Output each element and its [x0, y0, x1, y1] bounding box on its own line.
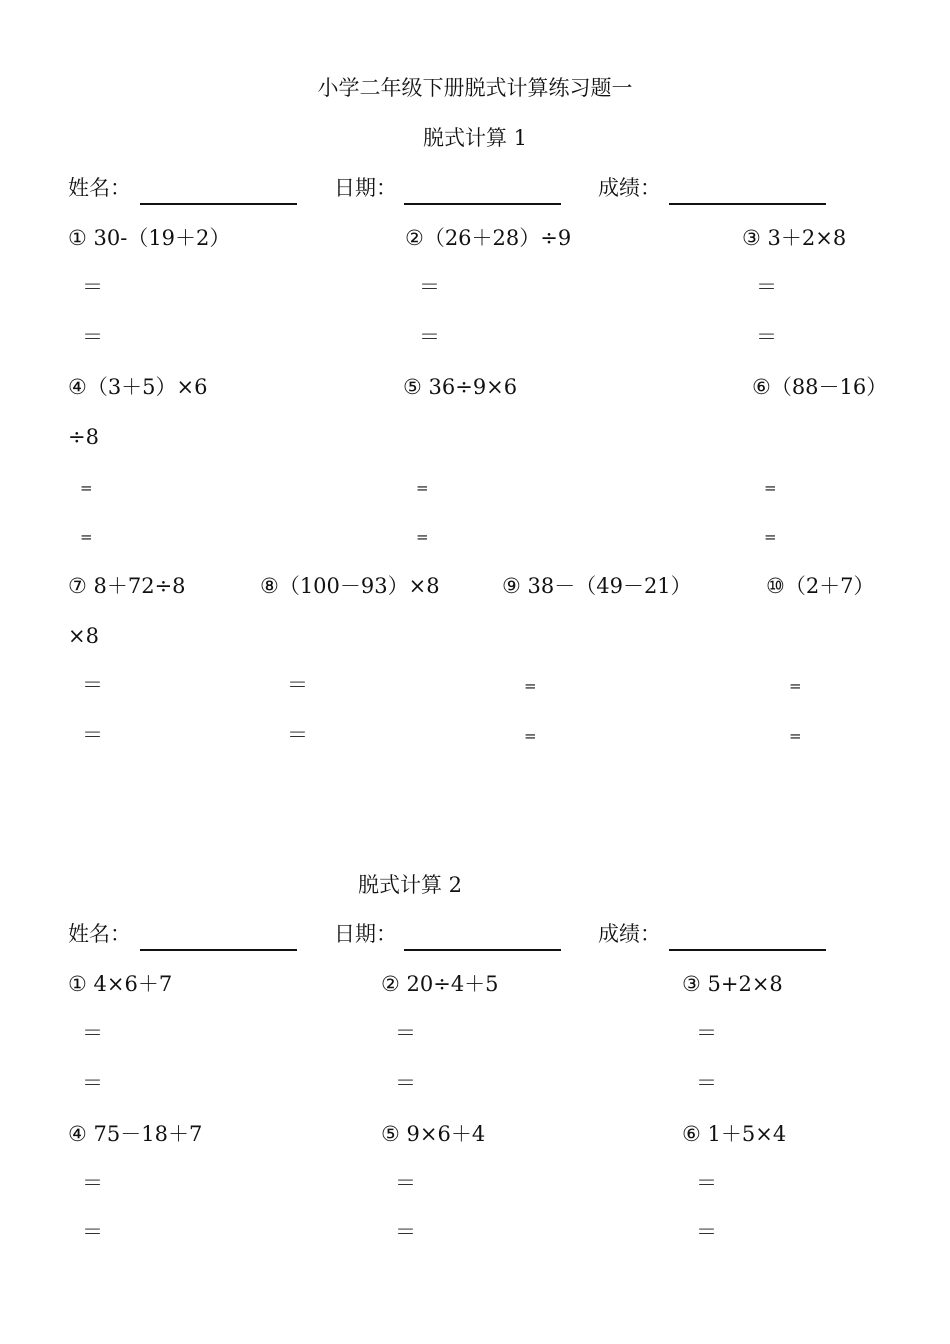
score-field[interactable] — [669, 949, 826, 951]
equals-sign: = — [80, 479, 93, 497]
problem-7: ⑦ 8＋72÷8 — [68, 574, 186, 598]
date-label: 日期： — [334, 176, 397, 200]
equals-sign: = — [80, 528, 93, 546]
problem-10-continued: ×8 — [68, 624, 99, 648]
equals-sign: ＝ — [287, 673, 308, 697]
name-label: 姓名： — [68, 176, 131, 200]
equals-sign: ＝ — [395, 1171, 416, 1195]
name-field[interactable] — [140, 949, 297, 951]
equals-sign: ＝ — [82, 325, 103, 349]
equals-sign: ＝ — [82, 1220, 103, 1244]
equals-sign: = — [416, 528, 429, 546]
problem-10: ⑩（2＋7） — [766, 574, 875, 598]
section2-title: 脱式计算 2 — [358, 873, 463, 897]
equals-sign: ＝ — [82, 275, 103, 299]
problem-1: ① 4×6＋7 — [68, 972, 173, 996]
name-label: 姓名： — [68, 922, 131, 946]
score-label: 成绩： — [598, 922, 661, 946]
equals-sign: ＝ — [287, 723, 308, 747]
equals-sign: = — [789, 727, 802, 745]
date-label: 日期： — [334, 922, 397, 946]
problem-5: ⑤ 36÷9×6 — [403, 375, 518, 399]
score-label: 成绩： — [598, 176, 661, 200]
equals-sign: ＝ — [82, 1071, 103, 1095]
equals-sign: ＝ — [696, 1021, 717, 1045]
equals-sign: ＝ — [696, 1071, 717, 1095]
equals-sign: ＝ — [756, 275, 777, 299]
equals-sign: = — [524, 677, 537, 695]
equals-sign: = — [764, 528, 777, 546]
problem-4: ④（3＋5）×6 — [68, 375, 208, 399]
problem-9: ⑨ 38－（49－21） — [502, 574, 692, 598]
equals-sign: = — [764, 479, 777, 497]
equals-sign: ＝ — [82, 1171, 103, 1195]
equals-sign: ＝ — [82, 723, 103, 747]
equals-sign: = — [789, 677, 802, 695]
page-title: 小学二年级下册脱式计算练习题一 — [317, 76, 633, 100]
equals-sign: ＝ — [82, 1021, 103, 1045]
problem-2: ②（26＋28）÷9 — [405, 226, 572, 250]
equals-sign: = — [416, 479, 429, 497]
equals-sign: ＝ — [419, 275, 440, 299]
score-field[interactable] — [669, 203, 826, 205]
date-field[interactable] — [404, 949, 561, 951]
equals-sign: ＝ — [419, 325, 440, 349]
equals-sign: ＝ — [696, 1171, 717, 1195]
equals-sign: ＝ — [756, 325, 777, 349]
equals-sign: ＝ — [696, 1220, 717, 1244]
section1-title: 脱式计算 1 — [422, 126, 528, 150]
date-field[interactable] — [404, 203, 561, 205]
equals-sign: ＝ — [395, 1071, 416, 1095]
equals-sign: = — [524, 727, 537, 745]
problem-2: ② 20÷4＋5 — [381, 972, 499, 996]
equals-sign: ＝ — [82, 673, 103, 697]
equals-sign: ＝ — [395, 1220, 416, 1244]
equals-sign: ＝ — [395, 1021, 416, 1045]
name-field[interactable] — [140, 203, 297, 205]
problem-5: ⑤ 9×6＋4 — [381, 1122, 486, 1146]
problem-6: ⑥（88－16） — [752, 375, 888, 399]
problem-6: ⑥ 1＋5×4 — [682, 1122, 787, 1146]
problem-4: ④ 75－18＋7 — [68, 1122, 203, 1146]
problem-3: ③ 3＋2×8 — [742, 226, 847, 250]
problem-1: ① 30-（19＋2） — [68, 226, 231, 250]
problem-3: ③ 5+2×8 — [682, 972, 783, 996]
problem-8: ⑧（100－93）×8 — [260, 574, 440, 598]
problem-6-continued: ÷8 — [68, 425, 99, 449]
